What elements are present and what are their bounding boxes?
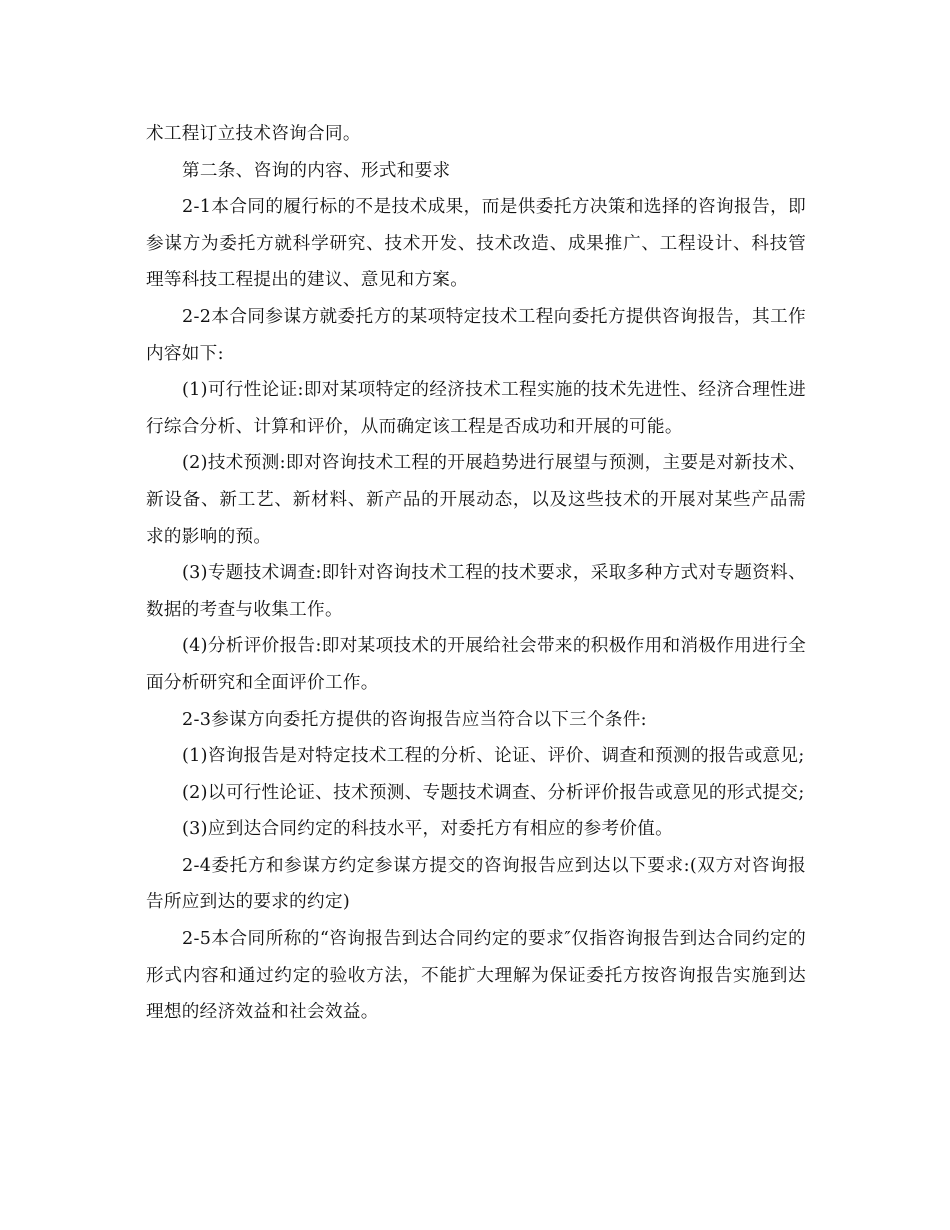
paragraph-continuation: 术工程订立技术咨询合同。 [146,124,361,144]
paragraph-2-5: 2-5本合同所称的“咨询报告到达合同约定的要求″仅指咨询报告到达合同约定的形式内容和通过约定的验收方法，不能扩大理解为保证委托方按咨询报告实施到达理想的经济效益和社会效益。 [146,929,806,1023]
condition-item-1: (1)咨询报告是对特定技术工程的分析、论证、评价、调查和预测的报告或意见; [182,746,805,767]
list-item-evaluation: (4)分析评价报告:即对某项技术的开展给社会带来的积极作用和消极作用进行全面分析研究和全面评价工作。 [146,636,806,693]
paragraph-2-1: 2-1本合同的履行标的不是技术成果，而是供委托方决策和选择的咨询报告，即参谋方为委托方就科学研究、技术开发、技术改造、成果推广、工程设计、科技管理等科技工程提出的建议、意见和方案。 [146,197,806,291]
section-heading-article-2: 第二条、咨询的内容、形式和要求 [182,160,451,181]
list-item-forecast: (2)技术预测:即对咨询技术工程的开展趋势进行展望与预测，主要是对新技术、新设备、新工艺、新材料、新产品的开展动态，以及这些技术的开展对某些产品需求的影响的预。 [146,453,806,547]
list-item-feasibility: (1)可行性论证:即对某项特定的经济技术工程实施的技术先进性、经济合理性进行综合分析、计算和评价，从而确定该工程是否成功和开展的可能。 [146,380,806,437]
condition-item-2: (2)以可行性论证、技术预测、专题技术调查、分析评价报告或意见的形式提交; [182,782,805,803]
list-item-survey: (3)专题技术调查:即针对咨询技术工程的技术要求，采取多种方式对专题资料、数据的考查与收集工作。 [146,563,806,620]
condition-item-3: (3)应到达合同约定的科技水平，对委托方有相应的参考价值。 [182,819,674,840]
paragraph-2-2: 2-2本合同参谋方就委托方的某项特定技术工程向委托方提供咨询报告，其工作内容如下: [146,306,806,364]
document-body [146,116,806,1031]
paragraph-2-3: 2-3参谋方向委托方提供的咨询报告应当符合以下三个条件: [182,709,647,730]
paragraph-2-4: 2-4委托方和参谋方约定参谋方提交的咨询报告应到达以下要求:(双方对咨询报告所应到达的要求的约定) [146,855,806,913]
